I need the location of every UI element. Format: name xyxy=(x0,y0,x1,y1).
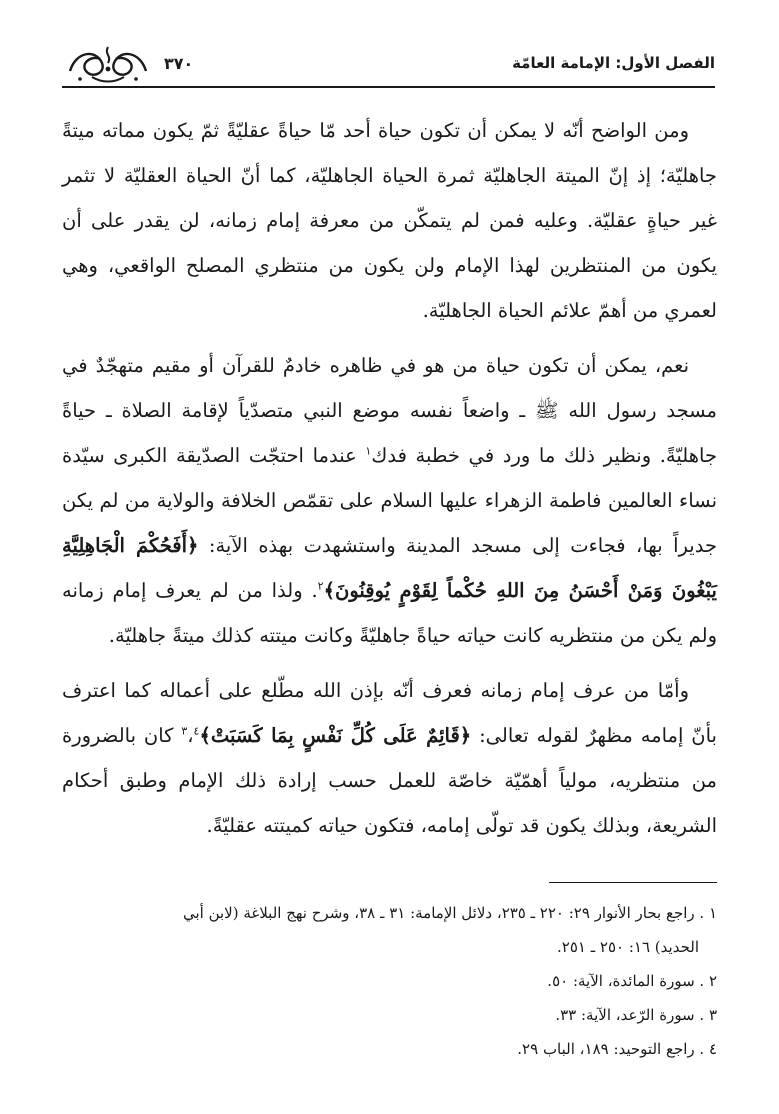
paragraph-2-part-c: . ولذا من لم يعرف إمام زمانه ولم يكن من منتظريه كانت حياته حياةً جاهليّةً وكانت ميتته كذلك ميتةً جاهليّة. xyxy=(62,579,717,647)
page-number: ٣٧٠ xyxy=(164,53,194,73)
footnote-3: ٣ . سورة الرّعد، الآية: ٣٣. xyxy=(555,1006,717,1024)
footnote-4: ٤ . راجع التوحيد: ١٨٩، الباب ٢٩. xyxy=(517,1040,717,1058)
paragraph-2-part-b: عندما احتجّت الصدّيقة الكبرى سيّدة نساء العالمين فاطمة الزهراء عليها السلام على تقمّص الخلافة والولاية من لم يكن جديراً بها، فجاءت إلى مسجد المدينة واستشهدت بهذه الآية: xyxy=(62,444,717,557)
paragraph-2-part-a: نعم، يمكن أن تكون حياة من هو في ظاهره خادمٌ للقرآن أو مقيم متهجّدٌ في مسجد رسول الله ﷺ ـ واضعاً نفسه موضع النبي متصدّياً لإقامة الصلاة ـ حياةً جاهليّةً. ونظير ذلك ما ورد في خطبة فدك xyxy=(62,354,718,467)
paragraph-2 xyxy=(62,343,717,658)
page-header xyxy=(62,40,715,88)
paragraph-3-part-b: كان بالضرورة من منتظريه، مولياً أهمّيّة خاصّة للعمل حسب إرادة ذلك الإمام وطبق أحكام الشريعة، وبذلك يكون قد تولّى إمامه، فتكون حياته كميتته عقليّةً. xyxy=(62,724,717,837)
footnote-2: ٢ . سورة المائدة، الآية: ٥٠. xyxy=(547,972,717,990)
footnote-1-line-2: الحديد) ١٦: ٢٥٠ ـ ٢٥١. xyxy=(557,938,699,956)
paragraph-3: وأمّا من عرف إمام زمانه فعرف أنّه بإذن الله مطّلع على أعماله كما اعترف بأنّ إمامه مظهرٌ لقوله تعالى: ﴿قَائِمٌ عَلَى كُلِّ نَفْسٍ بِمَا كَسَبَتْ﴾$^٣$،$^٤$ كان بالضرورة من منتظريه، مولياً أهمّيّة خاصّة للعمل حسب إرادة ذلك الإمام وطبق أحكام الشريعة، وبذلك يكون قد تولّى إمامه، فتكون حياته كميتته عقليّةً. xyxy=(62,679,717,837)
main-text xyxy=(62,108,717,858)
footnote-ref-4: ٤ xyxy=(193,724,200,738)
footnote-ref-2: ٢ xyxy=(317,579,324,593)
quran-verse-1: ﴿أَفَحُكْمَ الْجَاهِلِيَّةِ يَبْغُونَ وَمَنْ أَحْسَنُ مِنَ اللهِ حُكْماً لِقَوْمٍ يُوقِنُونَ﴾ xyxy=(62,534,717,602)
paragraph-1: ومن الواضح أنّه لا يمكن أن تكون حياة أحد مّا حياةً عقليّةً ثمّ يكون مماته ميتةً جاهليّة؛ إذ إنّ الميتة الجاهليّة ثمرة الحياة الجاهليّة، كما أنّ الحياة العقليّة لا تثمر غير حياةٍ عقليّة. وعليه فمن لم يتمكّن من معرفة إمام زمانه، لن يقدر على أن يكون من المنتظرين لهذا الإمام ولن يكون من منتظري المصلح الواقعي، وهي لعمري من أهمّ علائم الحياة الجاهليّة. xyxy=(62,119,717,322)
footnote-divider xyxy=(549,882,717,883)
quran-verse-2: ﴿قَائِمٌ عَلَى كُلِّ نَفْسٍ بِمَا كَسَبَتْ﴾ xyxy=(199,724,472,747)
decorative-ornament-icon xyxy=(62,41,154,85)
footnote-ref-1: ١ xyxy=(365,444,372,458)
running-title: الفصل الأول: الإمامة العامّة xyxy=(512,54,715,72)
footnotes xyxy=(62,896,717,1066)
footnote-1-line-1: ١ . راجع بحار الأنوار ٢٩: ٢٢٠ ـ ٢٣٥، دلائل الإمامة: ٣١ ـ ٣٨، وشرح نهج البلاغة (لابن أبي xyxy=(182,904,717,922)
footnote-ref-3: ٣ xyxy=(181,724,188,738)
header-left-group xyxy=(62,41,193,85)
paragraph-3-part-a: وأمّا من عرف إمام زمانه فعرف أنّه بإذن الله مطّلع على أعماله كما اعترف بأنّ إمامه مظهرٌ لقوله تعالى: xyxy=(62,679,717,747)
